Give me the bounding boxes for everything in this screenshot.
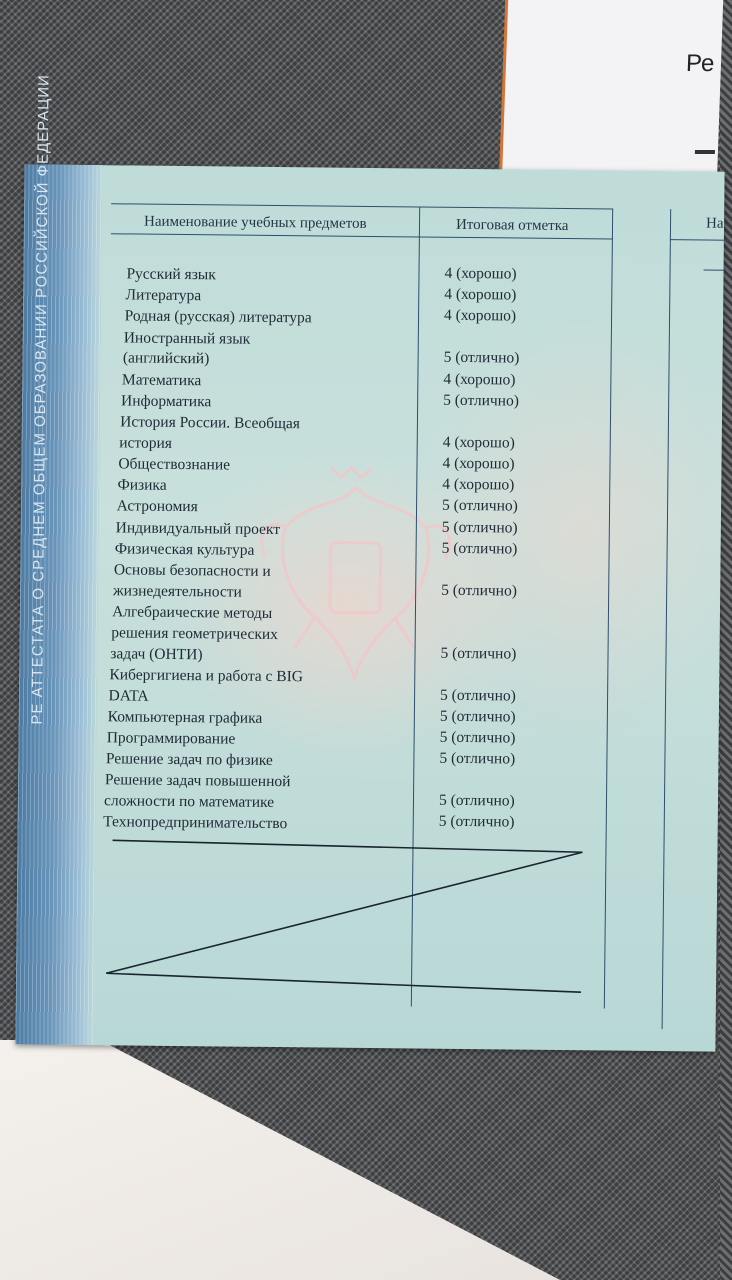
subject-line: сложности по математике: [104, 792, 275, 812]
subject-line: Физика: [117, 476, 167, 495]
grade-value: 5 (отлично): [441, 518, 518, 537]
subject-line: решения геометрических: [111, 624, 279, 643]
grade-value: 4 (хорошо): [442, 475, 515, 494]
subject-line: Информатика: [121, 392, 212, 411]
grade-value: 5 (отлично): [443, 349, 520, 367]
grade-value: 5 (отлично): [439, 728, 516, 747]
cancel-z-mark: [15, 74, 724, 1051]
subject-line: Математика: [121, 370, 202, 389]
grade-value: 5 (отлично): [438, 813, 515, 831]
subject-line: Родная (русская) литература: [124, 307, 312, 327]
grade-value: 5 (отлично): [441, 497, 518, 515]
grade-value: 4 (хорошо): [444, 264, 517, 283]
background-sheet: [502, 0, 723, 185]
subjects-column-header: Наименование учебных предметов: [143, 213, 367, 232]
grade-value: 5 (отлично): [438, 791, 515, 810]
grade-value: 4 (хорошо): [443, 370, 516, 389]
subject-line: Алгебраические методы: [112, 603, 273, 622]
subject-line: Русский язык: [126, 265, 216, 284]
grade-value: 4 (хорошо): [442, 433, 515, 452]
grade-value: 5 (отлично): [440, 686, 516, 705]
subject-line: (английский): [122, 349, 210, 368]
background-sheet-text: Ре: [685, 50, 715, 77]
subject-line: Кибергигиена и работа с BIG: [109, 666, 304, 686]
certificate-page: [15, 74, 724, 1051]
grade-value: 5 (отлично): [441, 581, 518, 600]
subject-line: история: [119, 434, 173, 452]
grade-value: 4 (хорошо): [443, 307, 517, 325]
grade-value: 5 (отлично): [443, 391, 520, 410]
subject-line: DATA: [108, 686, 149, 705]
subject-line: Технопредпринимательство: [103, 813, 288, 833]
grade-value: 5 (отлично): [440, 644, 517, 663]
subject-line: Физическая культура: [114, 540, 255, 559]
grade-value: 5 (отлично): [439, 749, 516, 768]
subject-line: Иностранный язык: [123, 329, 251, 348]
grade-value: 5 (отлично): [439, 707, 516, 726]
subject-line: Решение задач по физике: [105, 750, 273, 770]
subject-line: Компьютерная графика: [107, 708, 263, 727]
subject-line: История России. Всеобщая: [120, 413, 301, 433]
grade-value: 4 (хорошо): [442, 454, 515, 473]
subject-line: Программирование: [106, 729, 236, 748]
background-sheet-mark: [695, 150, 715, 154]
subject-line: Основы безопасности и: [113, 561, 271, 580]
subject-line: Обществознание: [118, 455, 231, 474]
right-column-header-fragment: На: [705, 215, 724, 232]
subject-line: Решение задач повышенной: [104, 771, 291, 791]
grade-column-header: Итоговая отметка: [455, 216, 569, 235]
subject-line: задач (ОНТИ): [110, 644, 203, 663]
security-band-text: РЕ АТТЕСТАТА О СРЕДНЕМ ОБЩЕМ ОБРАЗОВАНИИ РОССИЙСКОЙ ФЕДЕРАЦИИ: [28, 74, 53, 725]
subject-line: Астрономия: [116, 497, 198, 516]
subject-line: Литература: [125, 286, 202, 305]
grade-value: 5 (отлично): [441, 539, 518, 558]
grade-value: 4 (хорошо): [444, 285, 517, 304]
subject-line: Индивидуальный проект: [115, 518, 281, 538]
subject-line: жизнедеятельности: [112, 582, 242, 601]
